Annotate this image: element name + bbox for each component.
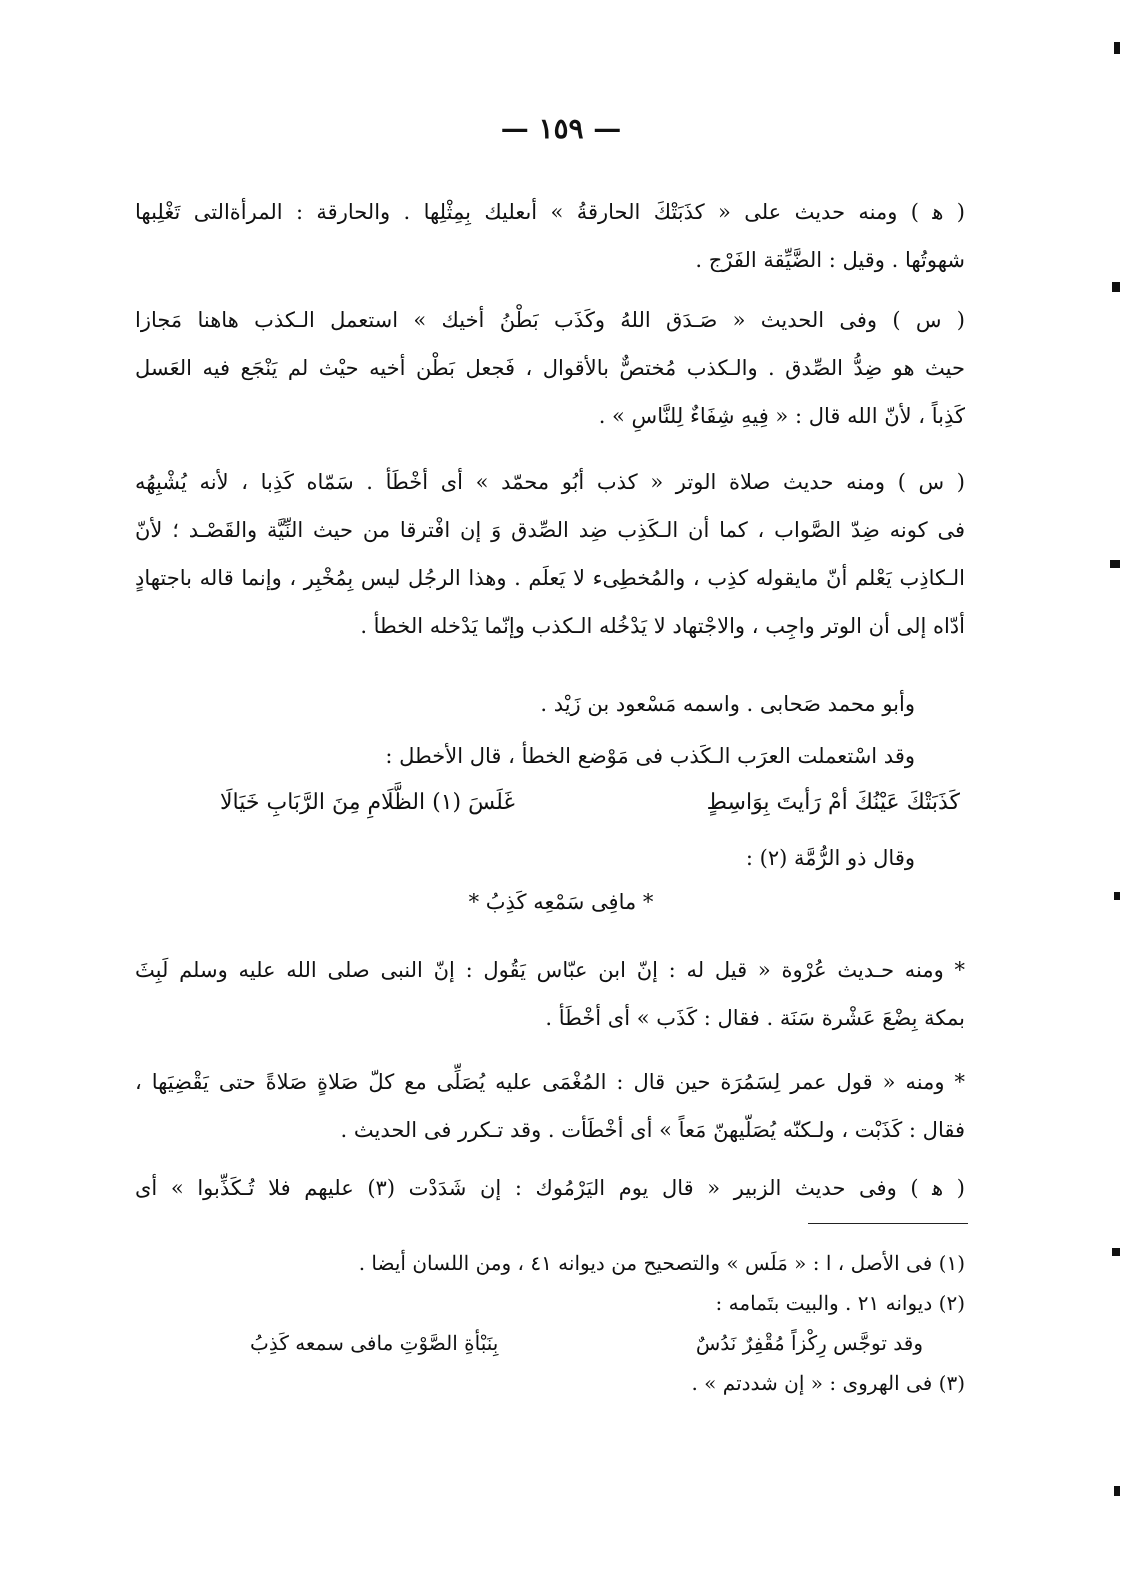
scan-margin-mark (1114, 1486, 1120, 1496)
text-line: شهوتُها . وقيل : الضَّيِّقة الفَرْج . (695, 248, 965, 272)
entry-batn-akhik (135, 296, 965, 440)
text-line: ( ﻫ ) وفى حديث الزبير « قال يوم اليَرْمُوك : إن شَدَدْت (٣) عليهم فلا تُـكَذِّبوا » أى (135, 1176, 965, 1200)
text-line: فقال : كَذَبْت ، ولـكنّه يُصَلّيهنّ مَعاً » أى أخْطَأت . وقد تـكرر فى الحديث . (340, 1118, 965, 1142)
verse-hemistich-left: غَلَسَ (١) الظَّلَامِ مِنَ الرَّبَابِ خَيَالَا (220, 790, 515, 815)
verse-hemistich-right: وقد توجَّس رِكْزاً مُقْفِرٌ نَدُسٌ (695, 1331, 923, 1355)
footnote-1: (١) فى الأصل ، ا : « مَلَس » والتصحيح من ديوانه ٤١ ، ومن اللسان أيضا . (358, 1251, 965, 1275)
text-line: ( س ) وفى الحديث « صَـدَق اللهُ وكَذَب بَطْنُ أخيك » استعمل الـكذب هاهنا مَجازا (135, 308, 965, 332)
centered-hemistich: * مافِى سَمْعِه كَذِبُ * (468, 890, 654, 914)
text-line: كَذِباً ، لأنّ الله قال : « فِيهِ شِفَاءٌ لِلنَّاسِ » . (598, 404, 965, 428)
scan-margin-mark (1110, 560, 1120, 568)
scan-margin-mark (1112, 1248, 1120, 1256)
scan-margin-mark (1114, 892, 1120, 900)
text-line: بمكة بِضْعَ عَشْرة سَنَة . فقال : كَذَب » أى أخْطَأ . (545, 1006, 965, 1030)
footnote-2: (٢) ديوانه ٢١ . والبيت بتَمامه : (715, 1291, 965, 1315)
dhu-rumma-intro (135, 834, 915, 882)
entry-hariqa (135, 188, 965, 284)
footnote-3: (٣) فى الهروى : « إن شددتم » . (691, 1371, 965, 1395)
text-line: وقد اسْتعملت العرَب الـكَذب فى مَوْضع الخطأ ، قال الأخطل : (385, 744, 915, 768)
footnotes (250, 1243, 965, 1403)
text-line: الـكاذِب يَعْلم أنّ مايقوله كذِب ، والمُخطِىء لا يَعلَم . وهذا الرجُل ليس بِمُخْبِر ، وإنما قاله باجتهادٍ (135, 566, 965, 590)
text-line: ( س ) ومنه حديث صلاة الوتر « كذب أبُو محمّد » أى أخْطَأ . سَمّاه كَذِبا ، لأنه يُشْبِهُه (135, 470, 965, 494)
entry-umar (135, 1058, 965, 1154)
text-line: وقال ذو الرُّمَّة (٢) : (745, 846, 915, 870)
entry-urwa (135, 946, 965, 1042)
footnote-2-verse (250, 1323, 965, 1363)
text-line: حيث هو ضِدُّ الصِّدق . والـكذب مُختصٌّ بالأقوال ، فَجعل بَطْن أخيه حيْث لم يَنْجَع فيه العَسل (135, 356, 965, 380)
text-line: وأبو محمد صَحابى . واسمه مَسْعود بن زَيْد . (540, 692, 915, 716)
poetry-verse-akhtal (220, 790, 960, 815)
text-line: * ومنه « قول عمر لِسَمُرَة حين قال : المُغْمَى عليه يُصَلِّى مع كلّ صَلاةٍ صَلاةً حتى يَقْضِيَها ، (135, 1070, 965, 1094)
page-number: — ١٥٩ — (500, 112, 622, 145)
abu-muhammad-note (135, 680, 915, 728)
akhtal-intro (135, 732, 915, 780)
text-line: ( ﻫ ) ومنه حديث على « كذَبَتْكَ الحارقةُ » أىعليك بِمِثْلِها . والحارقة : المرأةالتى تَغْلِبها (135, 200, 965, 224)
verse-hemistich-right: كَذَبَتْكَ عَيْنُكَ أمْ رَأيتَ بِوَاسِطٍ (706, 790, 960, 815)
text-line: أدّاه إلى أن الوتر واجِب ، والاجْتهاد لا يَدْخُله الـكذب وإنّما يَدْخله الخطأ . (360, 614, 965, 638)
text-line: * ومنه حـديث عُرْوة « قيل له : إنّ ابن عبّاس يَقُول : إنّ النبى صلى الله عليه وسلم لَبِثَ (135, 958, 965, 982)
entry-zubair (135, 1164, 965, 1212)
footnote-divider (808, 1223, 968, 1224)
entry-witr-prayer (135, 458, 965, 650)
scan-margin-mark (1114, 42, 1120, 54)
text-line: فى كونه ضِدّ الصَّواب ، كما أن الـكَذِب ضِد الصِّدق وَ إن افْترقا من حيث النِّيَّة والقَصْـد ؛ لأنّ (135, 518, 965, 542)
verse-hemistich-left: بِنَبْأةِ الصَّوْتِ مافى سمعه كَذِبُ (250, 1331, 499, 1355)
scan-margin-mark (1112, 282, 1120, 292)
